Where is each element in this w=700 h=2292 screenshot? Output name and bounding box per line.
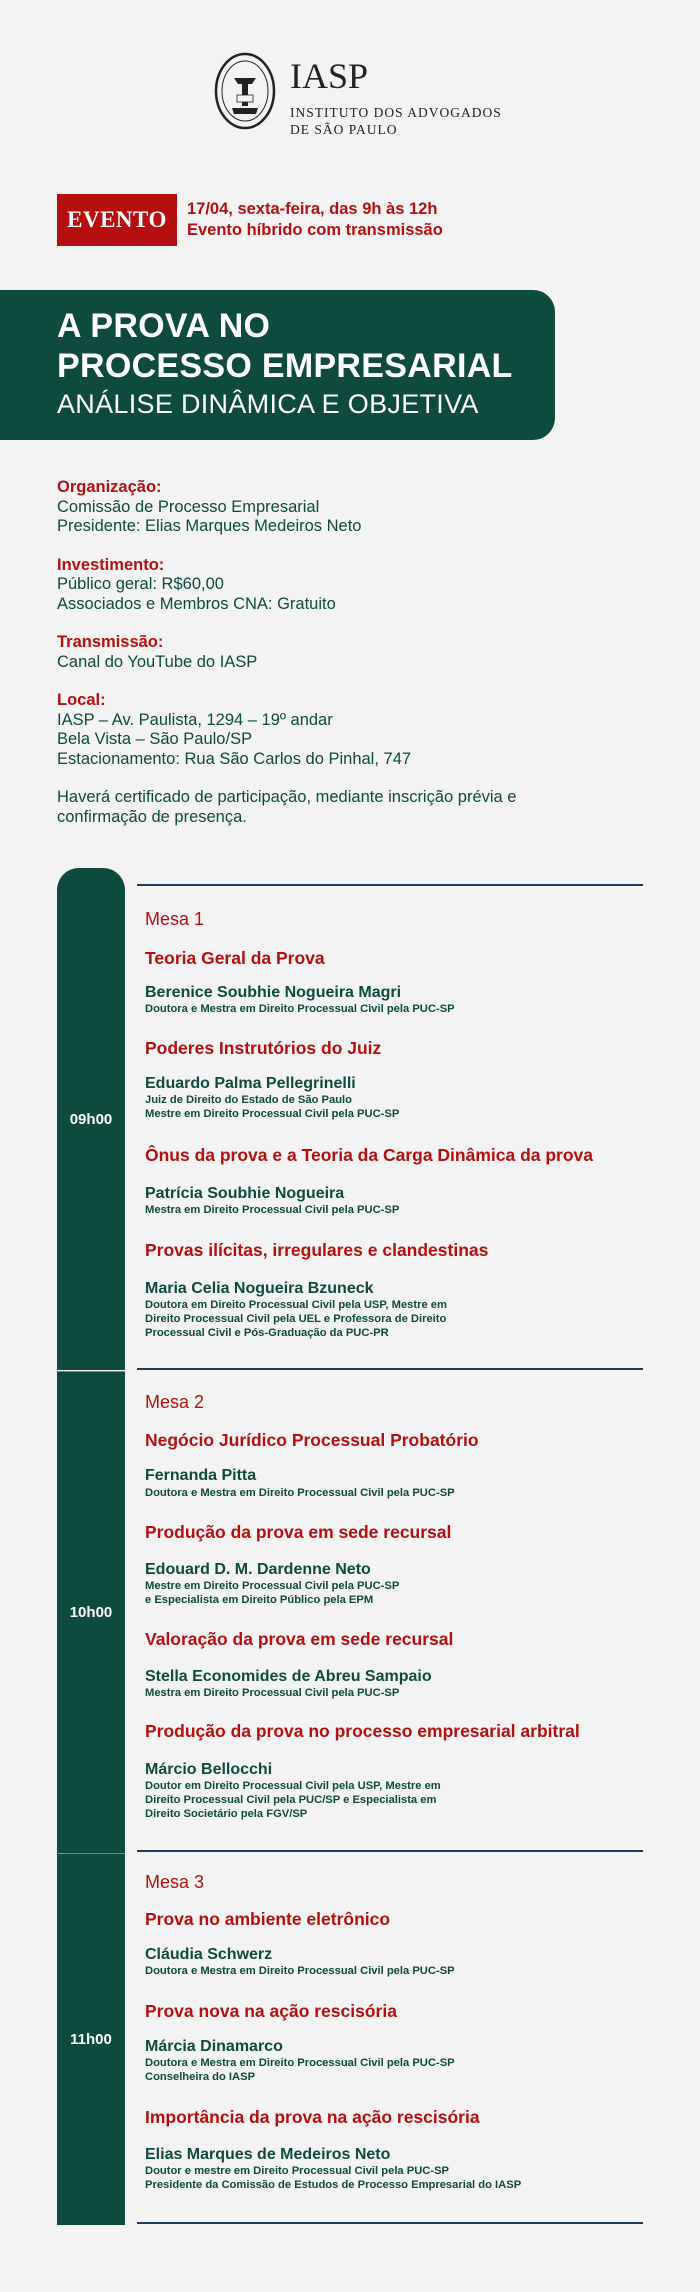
talk-title: Poderes Instrutórios do Juiz (145, 1038, 382, 1058)
credential-line: Juiz de Direito do Estado de São Paulo (145, 1094, 353, 1106)
info-label: Investimento: (57, 555, 165, 574)
info-label: Organização: (57, 478, 162, 496)
speaker-credentials (145, 1093, 399, 1121)
credential-line: Doutora em Direito Processual Civil pela USP, Mestre em (145, 1299, 447, 1311)
credential-line: Doutora e Mestra em Direito Processual Civil pela PUC-SP (145, 1003, 455, 1015)
divider (137, 884, 643, 886)
credential-line: Doutora e Mestra em Direito Processual Civil pela PUC-SP (145, 1487, 455, 1499)
logo-name: IASP (290, 56, 369, 96)
session-time: 09h00 (69, 1110, 113, 1128)
credential-line: Mestre em Direito Processual Civil pela PUC-SP (145, 1580, 400, 1592)
time-bar (57, 1371, 125, 1853)
banner-title-line1: A PROVA NO (57, 307, 271, 345)
info-line: Público geral: R$60,00 (57, 575, 224, 593)
talk-title: Provas ilícitas, irregulares e clandestinas (145, 1240, 489, 1260)
speaker-credentials (145, 1298, 447, 1340)
event-details (57, 478, 657, 846)
talk-title: Produção da prova no processo empresarial arbitral (145, 1721, 580, 1741)
banner-title-line2: PROCESSO EMPRESARIAL (57, 347, 513, 385)
speaker-credentials (145, 1486, 455, 1500)
credential-line: Processual Civil e Pós-Graduação da PUC-PR (145, 1327, 389, 1339)
talk-title: Teoria Geral da Prova (145, 948, 325, 968)
speaker-credentials (145, 1964, 455, 1978)
credential-line: Mestra em Direito Processual Civil pela PUC-SP (145, 1687, 400, 1699)
speaker-name: Patrícia Soubhie Nogueira (145, 1185, 345, 1202)
credential-line: Direito Processual Civil pela PUC/SP e Especialista em (145, 1794, 437, 1806)
info-line: Haverá certificado de participação, mediante inscrição prévia e (57, 788, 517, 806)
speaker-credentials (145, 2056, 455, 2084)
divider (137, 2222, 643, 2224)
talk-title: Ônus da prova e a Teoria da Carga Dinâmica da prova (145, 1145, 594, 1165)
credential-line: Direito Processual Civil pela UEL e Professora de Direito (145, 1313, 447, 1325)
time-bar (57, 1853, 125, 2225)
session-mesa-3 (57, 1852, 643, 2224)
logo-subtitle-line: DE SÃO PAULO (290, 122, 398, 137)
event-info (187, 199, 443, 241)
session-mesa-2 (57, 1370, 643, 1852)
speaker-name: Berenice Soubhie Nogueira Magri (145, 984, 402, 1001)
certificado-block (57, 788, 657, 827)
speaker-name: Márcio Bellocchi (145, 1761, 273, 1778)
mesa-label: Mesa 1 (145, 909, 205, 929)
talk-title: Importância da prova na ação rescisória (145, 2107, 480, 2127)
logo-subtitle-line: INSTITUTO DOS ADVOGADOS (290, 105, 502, 120)
logo-subtitle (290, 104, 502, 138)
organizacao-block (57, 478, 657, 537)
info-label: Transmissão: (57, 633, 164, 651)
speaker-name: Edouard D. M. Dardenne Neto (145, 1561, 371, 1578)
credential-line: Doutora e Mestra em Direito Processual Civil pela PUC-SP (145, 2057, 455, 2069)
iasp-logo (214, 52, 502, 137)
banner-subtitle: ANÁLISE DINÂMICA E OBJETIVA (57, 389, 479, 419)
speaker-name: Fernanda Pitta (145, 1467, 257, 1484)
mesa-label: Mesa 3 (145, 1872, 205, 1892)
info-line: Presidente: Elias Marques Medeiros Neto (57, 517, 362, 535)
investimento-block (57, 556, 657, 615)
credential-line: Doutor e mestre em Direito Processual Civil pela PUC-SP (145, 2165, 450, 2177)
info-line: Comissão de Processo Empresarial (57, 497, 320, 516)
credential-line: Doutor em Direito Processual Civil pela USP, Mestre em (145, 1780, 441, 1792)
mesa-label: Mesa 2 (145, 1392, 205, 1412)
credential-line: Mestre em Direito Processual Civil pela PUC-SP (145, 1108, 400, 1120)
event-format: Evento híbrido com transmissão (187, 221, 443, 239)
session-time: 11h00 (70, 2031, 112, 2048)
talk-title: Produção da prova em sede recursal (145, 1522, 452, 1542)
speaker-name: Maria Celia Nogueira Bzuneck (145, 1280, 374, 1297)
title-banner (0, 290, 555, 440)
info-line: Canal do YouTube do IASP (57, 652, 258, 671)
credential-line: e Especialista em Direito Público pela EPM (145, 1594, 374, 1606)
transmissao-block (57, 633, 657, 672)
credential-line: Doutora e Mestra em Direito Processual Civil pela PUC-SP (145, 1965, 455, 1977)
speaker-name: Eduardo Palma Pellegrinelli (145, 1075, 356, 1092)
speaker-credentials (145, 2164, 521, 2192)
event-date: 17/04, sexta-feira, das 9h às 12h (187, 200, 438, 218)
event-badge: EVENTO (57, 194, 177, 246)
talk-title: Prova no ambiente eletrônico (145, 1909, 391, 1929)
seal-icon (214, 52, 276, 130)
speaker-credentials (145, 1203, 399, 1217)
session-mesa-1 (57, 868, 643, 1370)
speaker-credentials (145, 1002, 455, 1016)
credential-line: Direito Societário pela FGV/SP (145, 1808, 308, 1820)
talk-title: Prova nova na ação rescisória (145, 2001, 397, 2021)
info-line: confirmação de presença. (57, 807, 247, 826)
session-time: 10h00 (69, 1604, 113, 1621)
credential-line: Conselheira do IASP (145, 2071, 256, 2083)
credential-line: Presidente da Comissão de Estudos de Processo Empresarial do IASP (145, 2179, 522, 2191)
speaker-name: Elias Marques de Medeiros Neto (145, 2146, 391, 2163)
speaker-credentials (145, 1579, 399, 1607)
info-label: Local: (57, 691, 106, 709)
info-line: Associados e Membros CNA: Gratuito (57, 594, 336, 613)
info-line: IASP – Av. Paulista, 1294 – 19º andar (57, 710, 333, 729)
speaker-credentials (145, 1686, 399, 1700)
credential-line: Mestra em Direito Processual Civil pela PUC-SP (145, 1204, 400, 1216)
speaker-name: Cláudia Schwerz (145, 1946, 273, 1963)
speaker-name: Márcia Dinamarco (145, 2038, 283, 2055)
talk-title: Valoração da prova em sede recursal (145, 1629, 454, 1649)
speaker-name: Stella Economides de Abreu Sampaio (145, 1668, 432, 1685)
speaker-credentials (145, 1779, 441, 1821)
local-block (57, 691, 657, 769)
info-line: Estacionamento: Rua São Carlos do Pinhal, 747 (57, 749, 412, 768)
time-bar (57, 868, 125, 1370)
talk-title: Negócio Jurídico Processual Probatório (145, 1430, 479, 1450)
info-line: Bela Vista – São Paulo/SP (57, 730, 253, 748)
